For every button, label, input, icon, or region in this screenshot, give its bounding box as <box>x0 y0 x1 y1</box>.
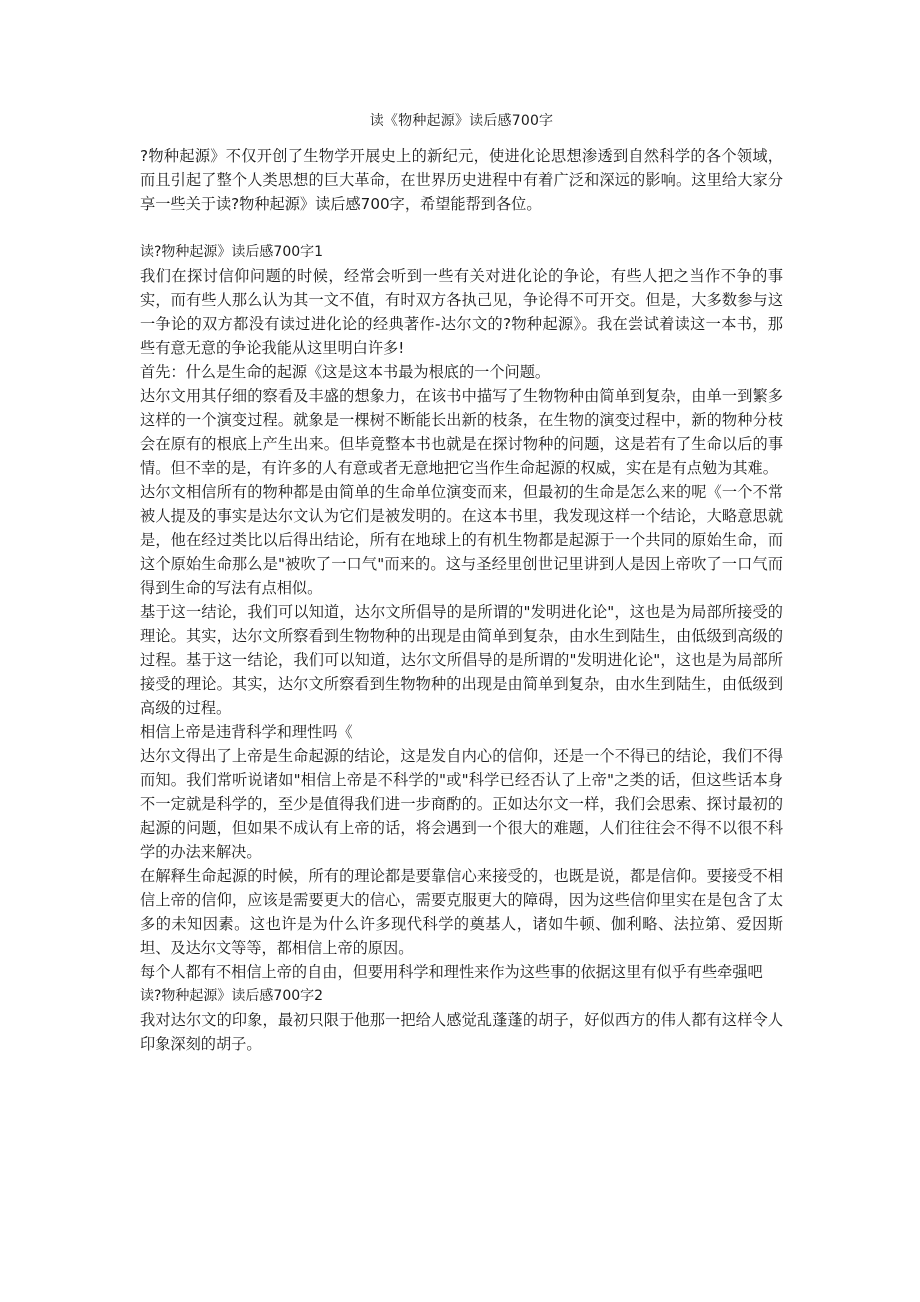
essay-2-paragraph-1: 我对达尔文的印象，最初只限于他那一把给人感觉乱蓬蓬的胡子，好似西方的伟人都有这样令人印象深刻的胡子。 <box>140 1011 783 1053</box>
document-title: 读《物种起源》读后感700字 <box>369 113 554 129</box>
essay-1-paragraph-3: 达尔文用其仔细的察看及丰盛的想象力，在该书中描写了生物物种由简单到复杂，由单一到繁多这样的一个演变过程。就象是一棵树不断能长出新的枝条，在生物的演变过程中，新的物种分枝会在原有的根底上产生出来。但毕竟整本书也就是在探讨物种的问题，这是若有了生命以后的事情。但不幸的是，有许多的人有意或者无意地把它当作生命起源的权威，实在是有点勉为其难。 <box>140 387 783 477</box>
essay-1-paragraph-6: 相信上帝是违背科学和理性吗《 <box>140 723 353 741</box>
essay-1-paragraph-8: 在解释生命起源的时候，所有的理论都是要靠信心来接受的，也既是说，都是信仰。要接受不相信上帝的信仰，应该是需要更大的信心，需要克服更大的障碍，因为这些信仰里实在是包含了太多的未知因素。这也许是为什么许多现代科学的奠基人，诸如牛顿、伽利略、法拉第、爱因斯坦、及达尔文等等，都相信上帝的原因。 <box>140 867 783 957</box>
intro-paragraph: ?物种起源》不仅开创了生物学开展史上的新纪元，使进化论思想渗透到自然科学的各个领域，而且引起了整个人类思想的巨大革命，在世界历史进程中有着广泛和深远的影响。这里给大家分享一些关于读?物种起源》读后感700字，希望能帮到各位。 <box>140 147 783 213</box>
essay-1-paragraph-2: 首先：什么是生命的起源《这是这本书最为根底的一个问题。 <box>140 363 551 381</box>
essay-1-paragraph-4: 达尔文相信所有的物种都是由简单的生命单位演变而来，但最初的生命是怎么来的呢《一个不常被人提及的事实是达尔文认为它们是被发明的。在这本书里，我发现这样一个结论，大略意思就是，他在经过类比以后得出结论，所有在地球上的有机生物都是起源于一个共同的原始生命，而这个原始生命那么是"被吹了一口气"而来的。这与圣经里创世记里讲到人是因上帝吹了一口气而得到生命的写法有点相似。 <box>140 483 783 597</box>
document-page <box>140 0 783 1056</box>
essay-1-paragraph-9: 每个人都有不相信上帝的自由，但要用科学和理性来作为这些事的依据这里有似乎有些牵强吧 <box>140 963 763 981</box>
essay-1-paragraph-5: 基于这一结论，我们可以知道，达尔文所倡导的是所谓的"发明进化论"，这也是为局部所接受的理论。其实，达尔文所察看到生物物种的出现是由简单到复杂，由水生到陆生，由低级到高级的过程。基于这一结论，我们可以知道，达尔文所倡导的是所谓的"发明进化论"，这也是为局部所接受的理论。其实，达尔文所察看到生物物种的出现是由简单到复杂，由水生到陆生，由低级到高级的过程。 <box>140 603 783 717</box>
essay-1-paragraph-7: 达尔文得出了上帝是生命起源的结论，这是发自内心的信仰，还是一个不得已的结论，我们不得而知。我们常听说诸如"相信上帝是不科学的"或"科学已经否认了上帝"之类的话，但这些话本身不一定就是科学的，至少是值得我们进一步商酌的。正如达尔文一样，我们会思索、探讨最初的起源的问题，但如果不成认有上帝的话，将会遇到一个很大的难题，人们往往会不得不以很不科学的办法来解决。 <box>140 747 783 861</box>
essay-1-paragraph-1: 我们在探讨信仰问题的时候，经常会听到一些有关对进化论的争论，有些人把之当作不争的事实，而有些人那么认为其一文不值，有时双方各执己见，争论得不可开交。但是，大多数参与这一争论的双方都没有读过进化论的经典著作-达尔文的?物种起源》。我在尝试着读这一本书，那些有意无意的争论我能从这里明白许多! <box>140 267 783 357</box>
essay-2-heading: 读?物种起源》读后感700字2 <box>140 988 324 1004</box>
essay-1-heading: 读?物种起源》读后感700字1 <box>140 244 324 260</box>
paragraph-spacer <box>140 216 783 240</box>
